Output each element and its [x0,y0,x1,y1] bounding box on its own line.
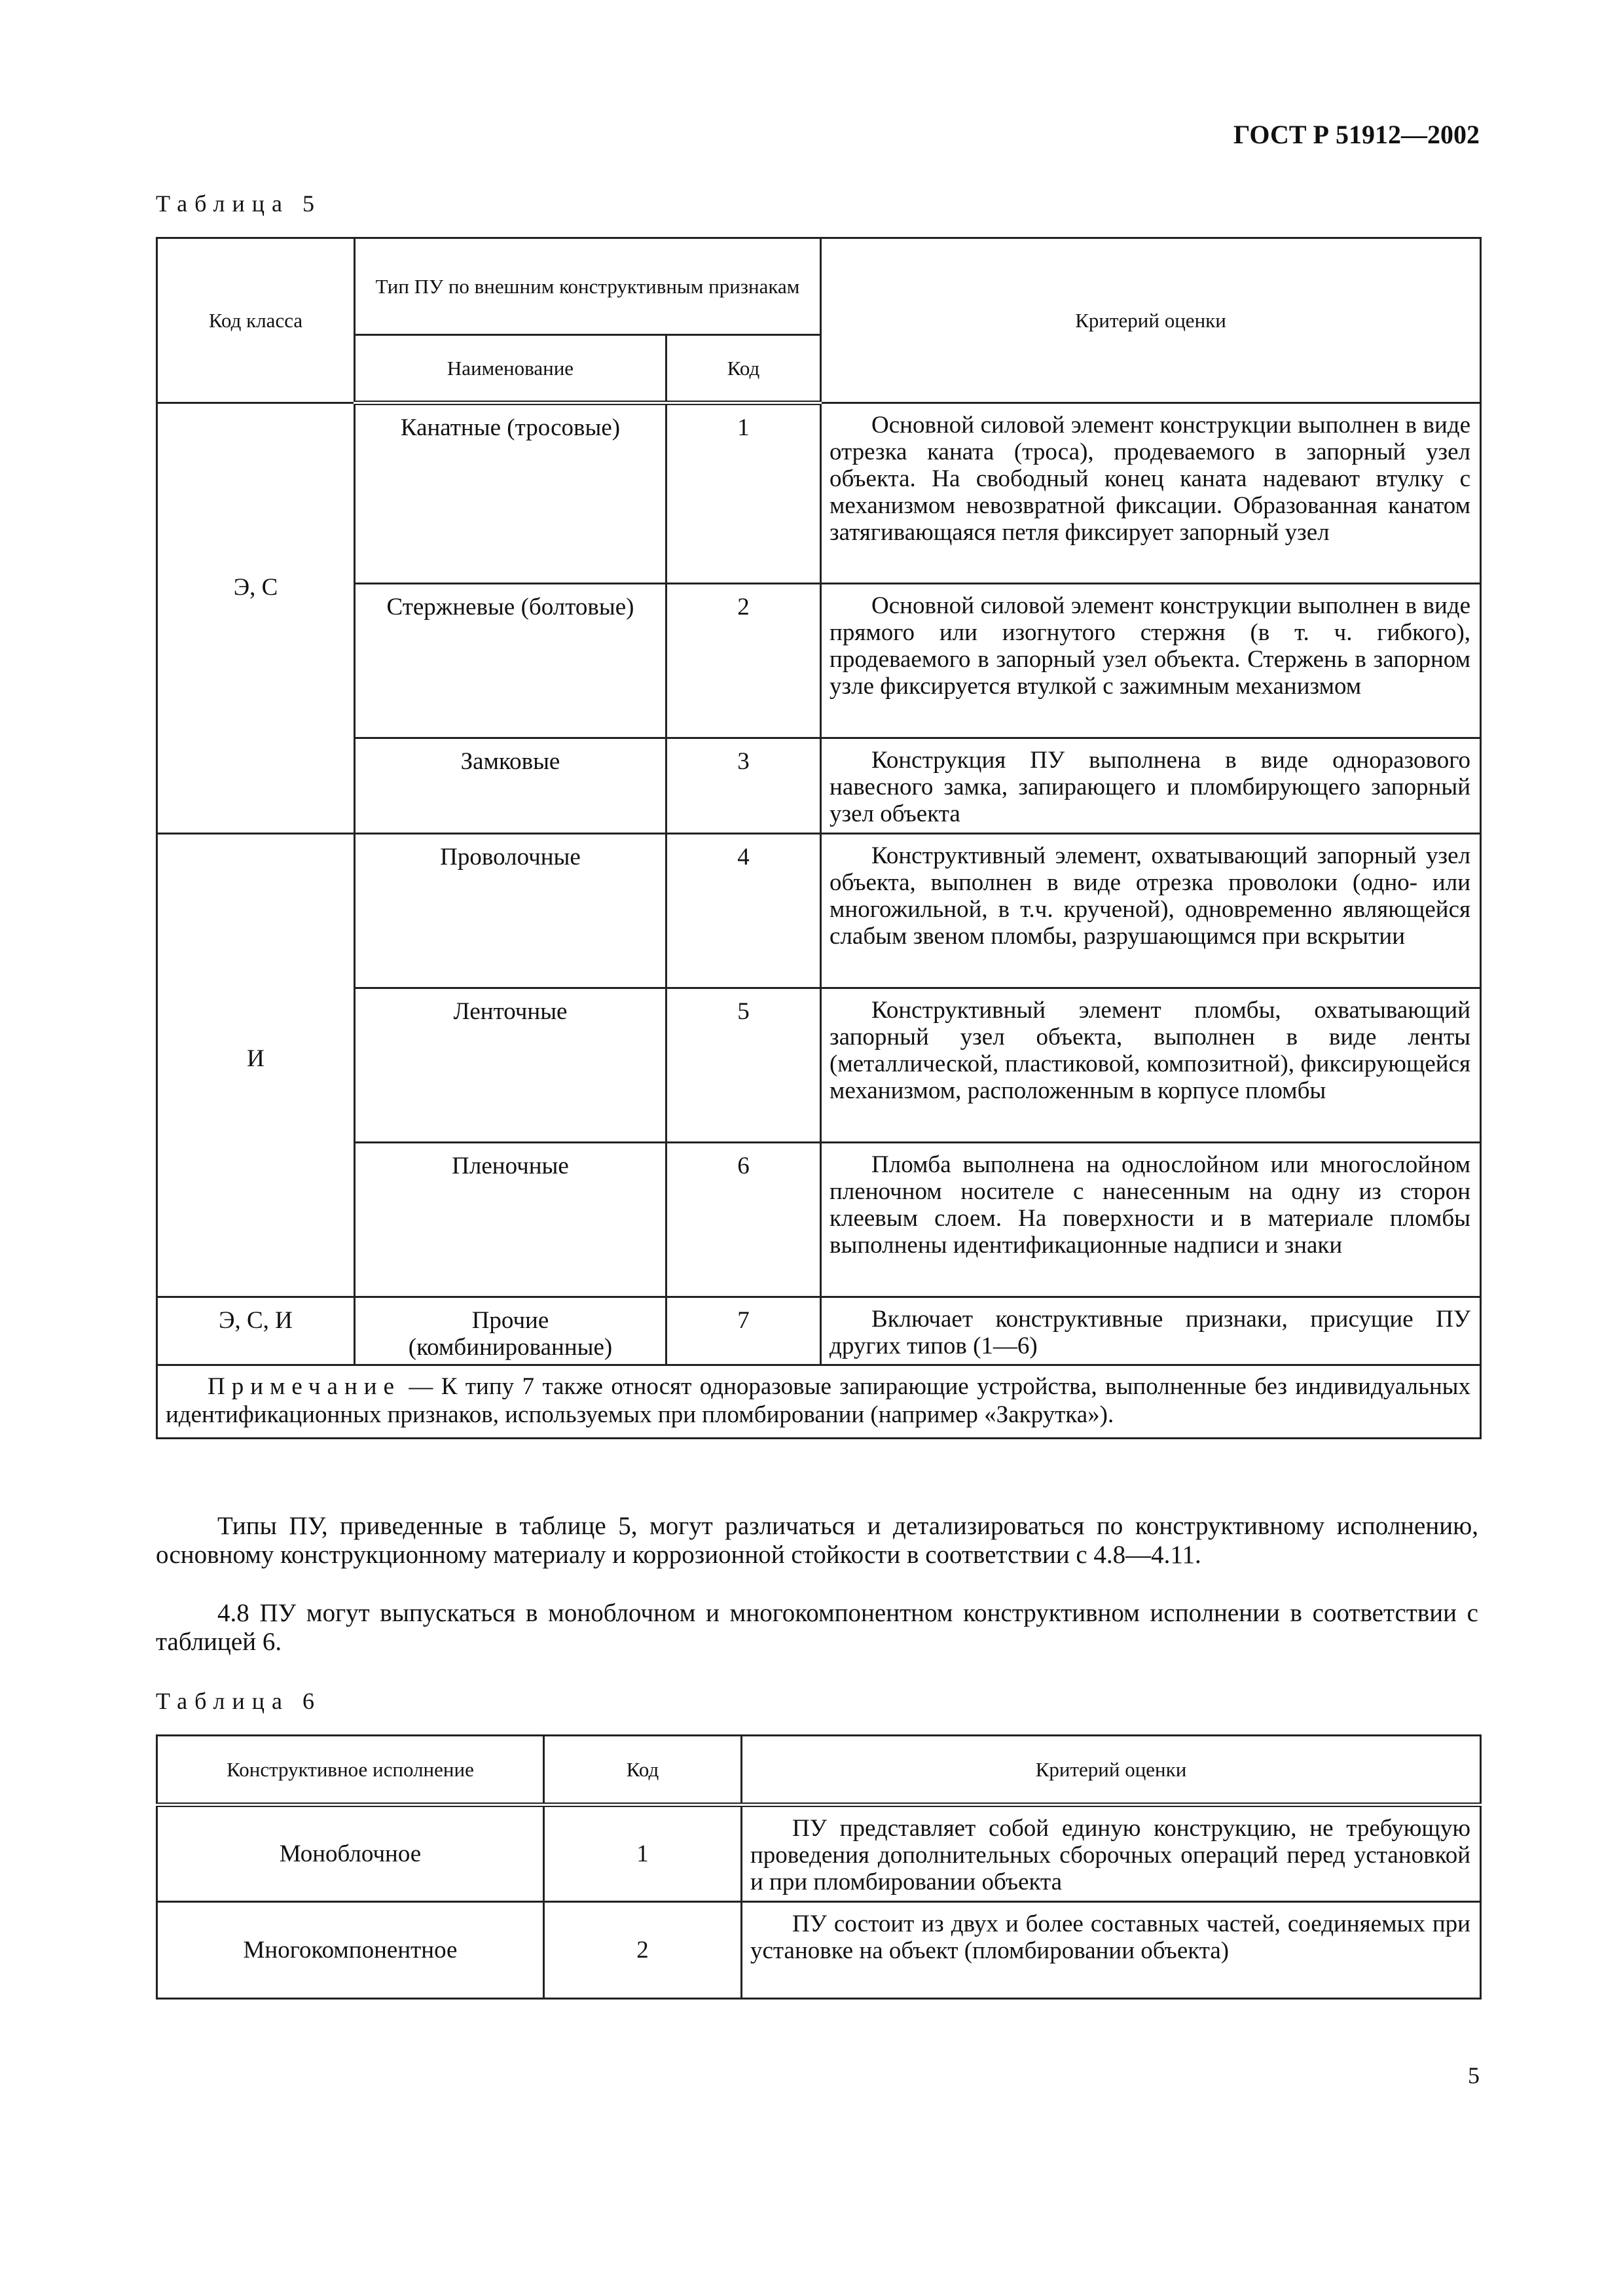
criterion-cell: ПУ состоит из двух и более составных частей, соединяемых при установке на объект (пломбировании объекта) [742,1902,1481,1999]
criterion-cell: ПУ представляет собой единую конструкцию, не требующую проведения дополнительных сборочных операций перед установкой и при пломбировании объекта [742,1805,1481,1902]
type-code-cell: 1 [666,403,821,584]
table-row [157,1805,1481,1902]
type-code-cell: 3 [666,738,821,834]
type-code-cell: 5 [666,988,821,1143]
table-5 [156,237,1482,1439]
table-note [157,1365,1481,1439]
criterion-cell: Пломба выполнена на однослойном или многослойном пленочном носителе с нанесенным на одну из сторон клеевым слоем. На поверхности и в материале пломбы выполнены идентификационные надписи и знаки [821,1143,1481,1297]
design-cell: Моноблочное [157,1805,544,1902]
code-cell: 1 [544,1805,742,1902]
table-6-caption: Таблица 6 [156,1688,321,1714]
header-name: Наименование [355,335,666,403]
note-label: Примечание [208,1373,401,1400]
table-row [157,403,1481,584]
table-note-row [157,1365,1481,1439]
code-cell: 2 [544,1902,742,1999]
type-name-cell: Замковые [355,738,666,834]
table-row [157,988,1481,1143]
header-code: Код [666,335,821,403]
type-name-cell: Стержневые (болтовые) [355,584,666,738]
paragraph-types: Типы ПУ, приведенные в таблице 5, могут различаться и детализироваться по конструктивному исполнению, основному конструкционному материалу и коррозионной стойкости в соответствии с 4.8—4.11. [156,1512,1478,1569]
design-cell: Многокомпонентное [157,1902,544,1999]
header-code: Код [544,1736,742,1805]
header-type-group: Тип ПУ по внешним конструктивным признакам [355,238,821,335]
table-row [157,1143,1481,1297]
type-name-cell: Проволочные [355,834,666,988]
criterion-cell: Основной силовой элемент конструкции выполнен в виде отрезка каната (троса), продеваемого в запорный узел объекта. На свободный конец каната надевают втулку с механизмом невозвратной фиксации. Образованная канатом затягивающаяся петля фиксирует запорный узел [821,403,1481,584]
table-5-caption: Таблица 5 [156,190,321,217]
criterion-cell: Основной силовой элемент конструкции выполнен в виде прямого или изогнутого стержня (в т. ч. гибкого), продеваемого в запорный узел объекта. Стержень в запорном узле фиксируется втулкой с зажимным механизмом [821,584,1481,738]
header-design: Конструктивное исполнение [157,1736,544,1805]
type-name-cell: Канатные (тросовые) [355,403,666,584]
table-row [157,1297,1481,1365]
table-6 [156,1734,1482,2000]
table-row [157,834,1481,988]
class-code-cell: Э, С, И [157,1297,355,1365]
criterion-cell: Конструкция ПУ выполнена в виде одноразового навесного замка, запирающего и пломбирующего запорный узел объекта [821,738,1481,834]
type-name-cell: Пленочные [355,1143,666,1297]
criterion-cell: Конструктивный элемент пломбы, охватывающий запорный узел объекта, выполнен в виде ленты (металлической, пластиковой, композитной), фиксирующейся механизмом, расположенным в корпусе пломбы [821,988,1481,1143]
type-code-cell: 6 [666,1143,821,1297]
criterion-cell: Включает конструктивные признаки, присущие ПУ других типов (1—6) [821,1297,1481,1365]
class-code-cell: И [157,834,355,1297]
type-code-cell: 2 [666,584,821,738]
header-criterion: Критерий оценки [742,1736,1481,1805]
page-number: 5 [1468,2062,1480,2089]
type-code-cell: 4 [666,834,821,988]
header-criterion: Критерий оценки [821,238,1481,403]
type-name-cell: Ленточные [355,988,666,1143]
criterion-cell: Конструктивный элемент, охватывающий запорный узел объекта, выполнен в виде отрезка проволоки (одно- или многожильной, в т.ч. крученой), одновременно являющейся слабым звеном пломбы, разрушающимся при вскрытии [821,834,1481,988]
type-code-cell: 7 [666,1297,821,1365]
table-row [157,584,1481,738]
note-text: — К типу 7 также относят одноразовые запирающие устройства, выполненные без индивидуальных идентификационных признаков, используемых при пломбировании (например «Закрутка»). [166,1373,1471,1428]
type-name-cell: Прочие (комбинированные) [355,1297,666,1365]
paragraph-4-8: 4.8 ПУ могут выпускаться в моноблочном и многокомпонентном конструктивном исполнении в соответствии с таблицей 6. [156,1599,1478,1656]
header-class-code: Код класса [157,238,355,403]
document-header: ГОСТ Р 51912—2002 [1233,120,1480,149]
table-row [157,738,1481,834]
table-row [157,1902,1481,1999]
class-code-cell: Э, С [157,403,355,834]
